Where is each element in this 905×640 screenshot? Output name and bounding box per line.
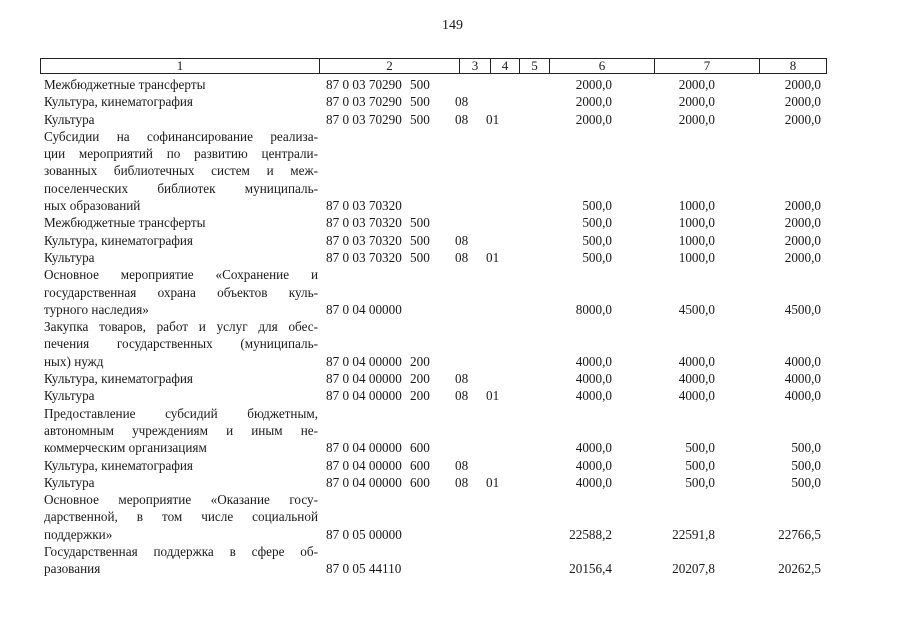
table-row: [0, 93, 905, 110]
row-c4: 08: [455, 232, 469, 248]
row-value-7: 2000,0: [678, 111, 715, 127]
row-value-8: 500,0: [791, 474, 821, 490]
row-c3: 200: [410, 353, 430, 369]
row-name: [44, 491, 318, 543]
row-name-line: Предоставление субсидий бюджетным,: [44, 405, 318, 421]
page-number: 149: [442, 18, 463, 33]
row-c5: 01: [486, 388, 500, 404]
row-value-6: 4000,0: [575, 388, 612, 404]
table-row: [0, 457, 905, 474]
row-value-8: 2000,0: [784, 232, 821, 248]
row-name-line: Культура: [44, 111, 95, 127]
row-name-line: разования: [44, 561, 101, 577]
row-name-line: Межбюджетные трансферты: [44, 215, 206, 231]
row-c3: 500: [410, 250, 430, 265]
row-name-line: ных образований: [44, 198, 141, 214]
row-value-7: 2000,0: [678, 77, 715, 92]
row-name: [44, 543, 318, 578]
row-c3: 200: [410, 388, 430, 404]
header-col-1: 1: [41, 59, 320, 73]
row-name: [44, 93, 318, 110]
row-code: 87 0 04 00000: [326, 301, 402, 317]
row-c4: 08: [455, 388, 469, 404]
row-code: 87 0 04 00000: [326, 440, 402, 456]
row-value-8: 20262,5: [778, 561, 821, 577]
row-name-line: Культура: [44, 388, 95, 404]
row-name: [44, 318, 318, 370]
row-value-7: 1000,0: [678, 198, 715, 214]
row-name: [44, 457, 318, 474]
row-code: 87 0 03 70320: [326, 198, 402, 214]
row-name-line: государственная охрана объектов куль-: [44, 284, 318, 300]
row-c4: 08: [455, 457, 469, 473]
table-row: [0, 543, 905, 578]
row-c4: 08: [455, 250, 469, 265]
table-row: [0, 491, 905, 543]
row-name-line: Культура: [44, 250, 95, 265]
row-value-8: 2000,0: [784, 94, 821, 110]
row-c4: 08: [455, 111, 469, 127]
row-value-8: 4000,0: [784, 353, 821, 369]
row-name-line: печения государственных (муниципаль-: [44, 336, 318, 352]
row-value-6: 4000,0: [575, 440, 612, 456]
table-row: [0, 76, 905, 93]
row-name-line: турного наследия»: [44, 301, 149, 317]
table-row: [0, 405, 905, 457]
row-code: 87 0 03 70320: [326, 232, 402, 248]
row-value-6: 4000,0: [575, 474, 612, 490]
table-header: [40, 58, 827, 74]
row-value-6: 4000,0: [575, 371, 612, 387]
row-c5: 01: [486, 250, 500, 265]
row-code: 87 0 03 70290: [326, 77, 402, 92]
row-code: 87 0 04 00000: [326, 474, 402, 490]
row-value-6: 500,0: [582, 250, 612, 265]
table-row: [0, 232, 905, 249]
row-value-6: 4000,0: [575, 353, 612, 369]
row-name-line: поддержки»: [44, 526, 113, 542]
header-col-7: 7: [655, 59, 760, 73]
row-c3: 600: [410, 457, 430, 473]
row-c3: 500: [410, 94, 430, 110]
row-name-line: Основное мероприятие «Сохранение и: [44, 267, 318, 283]
row-value-8: 22766,5: [778, 526, 821, 542]
row-value-7: 1000,0: [678, 250, 715, 265]
row-name-line: поселенческих библиотек муниципаль-: [44, 180, 318, 196]
row-name-line: автономным учреждениям и иным не-: [44, 422, 318, 438]
row-c4: 08: [455, 94, 469, 110]
row-code: 87 0 05 00000: [326, 526, 402, 542]
row-value-6: 500,0: [582, 198, 612, 214]
row-value-6: 500,0: [582, 232, 612, 248]
row-name-line: ных) нужд: [44, 353, 104, 369]
row-name: [44, 111, 318, 128]
row-code: 87 0 04 00000: [326, 388, 402, 404]
row-name: [44, 405, 318, 457]
row-c3: 200: [410, 371, 430, 387]
header-col-2: 2: [320, 59, 460, 73]
row-value-7: 4000,0: [678, 388, 715, 404]
row-name-line: Межбюджетные трансферты: [44, 77, 206, 92]
row-c3: 500: [410, 215, 430, 231]
row-name: [44, 249, 318, 266]
row-value-8: 2000,0: [784, 215, 821, 231]
row-value-7: 1000,0: [678, 232, 715, 248]
table-row: [0, 318, 905, 370]
row-code: 87 0 03 70320: [326, 250, 402, 265]
header-col-4: 4: [491, 59, 520, 73]
row-value-7: 4000,0: [678, 353, 715, 369]
table-row: [0, 128, 905, 215]
row-value-8: 4000,0: [784, 371, 821, 387]
row-name: [44, 214, 318, 231]
table-row: [0, 111, 905, 128]
row-code: 87 0 04 00000: [326, 371, 402, 387]
row-value-7: 4000,0: [678, 371, 715, 387]
row-c3: 500: [410, 77, 430, 92]
row-name-line: Закупка товаров, работ и услуг для обес-: [44, 319, 318, 335]
row-name: [44, 232, 318, 249]
row-name-line: коммерческим организациям: [44, 440, 207, 456]
row-name-line: зованных библиотечных систем и меж-: [44, 163, 318, 179]
row-name: [44, 76, 318, 93]
row-value-8: 4000,0: [784, 388, 821, 404]
header-col-8: 8: [789, 58, 797, 73]
row-value-6: 22588,2: [569, 526, 612, 542]
row-name-line: Культура, кинематография: [44, 457, 193, 473]
row-value-8: 2000,0: [784, 250, 821, 265]
row-value-8: 2000,0: [784, 198, 821, 214]
row-code: 87 0 05 44110: [326, 561, 402, 577]
row-code: 87 0 04 00000: [326, 457, 402, 473]
row-name-line: Субсидии на софинансирование реализа-: [44, 128, 318, 144]
table-row: [0, 214, 905, 231]
row-name-line: Основное мероприятие «Оказание госу-: [44, 492, 318, 508]
row-value-6: 4000,0: [575, 457, 612, 473]
row-c3: 600: [410, 474, 430, 490]
row-name: [44, 266, 318, 318]
row-code: 87 0 03 70290: [326, 111, 402, 127]
row-c5: 01: [486, 111, 500, 127]
row-value-6: 2000,0: [575, 111, 612, 127]
row-name: [44, 370, 318, 387]
table-row: [0, 474, 905, 491]
row-value-7: 22591,8: [672, 526, 715, 542]
row-c4: 08: [455, 474, 469, 490]
row-value-6: 2000,0: [575, 94, 612, 110]
row-code: 87 0 03 70320: [326, 215, 402, 231]
row-name-line: дарственной, в том числе социальной: [44, 509, 318, 525]
row-value-8: 2000,0: [784, 111, 821, 127]
row-name-line: Государственная поддержка в сфере об-: [44, 544, 318, 560]
header-col-5: 5: [520, 59, 550, 73]
row-c3: 500: [410, 232, 430, 248]
row-name: [44, 387, 318, 404]
row-name-line: ции мероприятий по развитию централи-: [44, 146, 318, 162]
row-c4: 08: [455, 371, 469, 387]
table-row: [0, 266, 905, 318]
header-col-6: 6: [550, 59, 655, 73]
table-row: [0, 370, 905, 387]
row-name-line: Культура, кинематография: [44, 232, 193, 248]
row-value-8: 4500,0: [784, 301, 821, 317]
row-value-8: 2000,0: [784, 77, 821, 92]
row-value-7: 500,0: [685, 440, 715, 456]
row-value-7: 4500,0: [678, 301, 715, 317]
row-value-7: 2000,0: [678, 94, 715, 110]
row-value-7: 500,0: [685, 474, 715, 490]
row-name: [44, 128, 318, 214]
row-name-line: Культура: [44, 474, 95, 490]
row-value-8: 500,0: [791, 440, 821, 456]
row-c3: 500: [410, 111, 430, 127]
row-value-6: 20156,4: [569, 561, 612, 577]
row-name: [44, 474, 318, 491]
row-code: 87 0 03 70290: [326, 94, 402, 110]
row-c3: 600: [410, 440, 430, 456]
row-name-line: Культура, кинематография: [44, 94, 193, 110]
row-value-6: 2000,0: [575, 77, 612, 92]
row-c5: 01: [486, 474, 500, 490]
row-value-7: 500,0: [685, 457, 715, 473]
table-row: [0, 387, 905, 404]
row-value-7: 20207,8: [672, 561, 715, 577]
row-value-8: 500,0: [791, 457, 821, 473]
row-code: 87 0 04 00000: [326, 353, 402, 369]
table-row: [0, 249, 905, 266]
row-value-6: 500,0: [582, 215, 612, 231]
row-value-7: 1000,0: [678, 215, 715, 231]
header-col-3: 3: [460, 59, 491, 73]
row-value-6: 8000,0: [575, 301, 612, 317]
row-name-line: Культура, кинематография: [44, 371, 193, 387]
